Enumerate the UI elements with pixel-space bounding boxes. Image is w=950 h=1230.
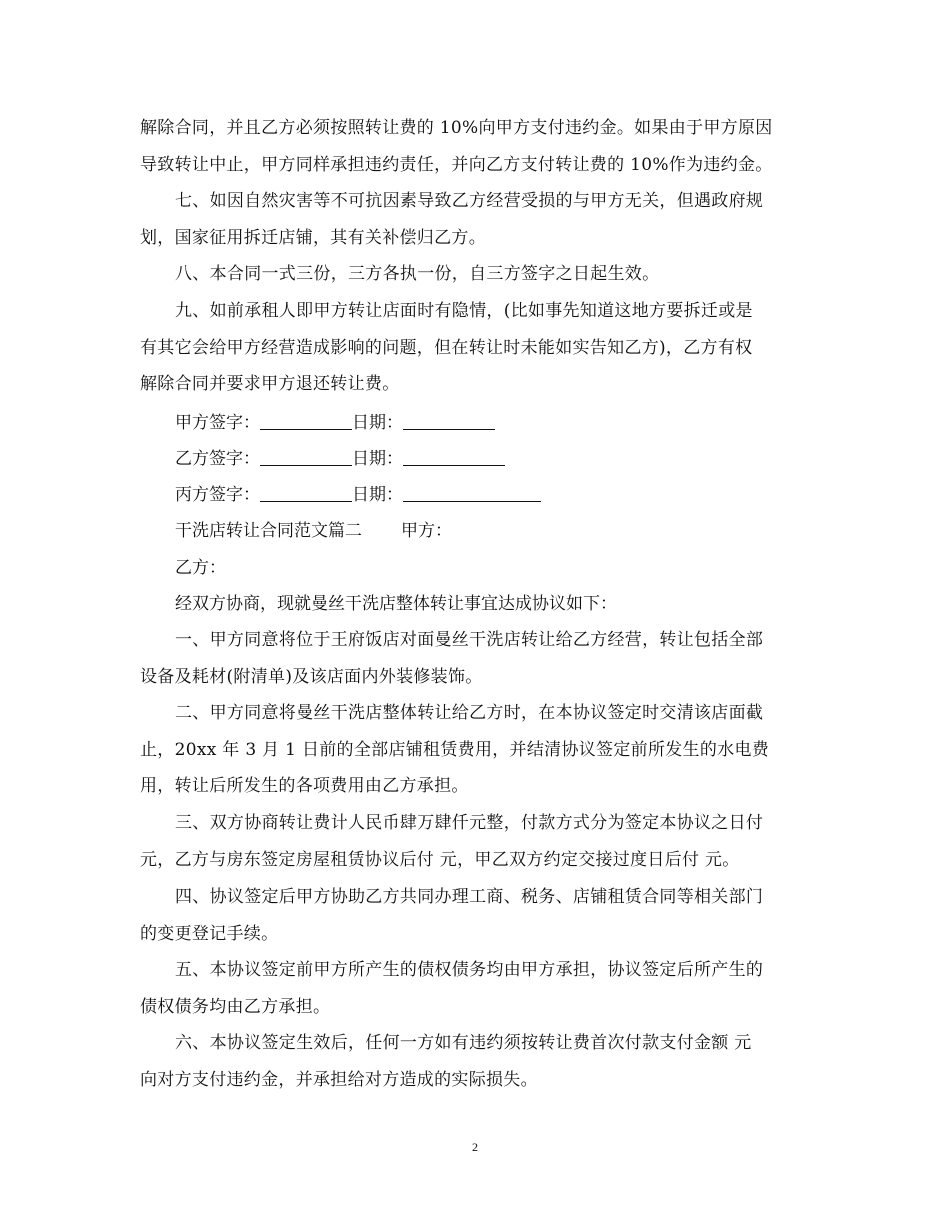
clause-4	[140, 879, 820, 952]
section-title: 干洗店转让合同范文篇二	[175, 521, 362, 541]
signature-label: 甲方签字：	[175, 413, 260, 433]
paragraph-clause-7	[140, 183, 820, 256]
signature-blank[interactable]	[260, 448, 352, 466]
text-line: 的变更登记手续。	[140, 923, 279, 944]
page-number: 2	[472, 1140, 478, 1154]
text-line: 元，乙方与房东签定房屋租赁协议后付 元，甲乙双方约定交接过度日后付 元。	[140, 849, 740, 870]
signature-row-party-b	[175, 447, 505, 471]
text-line: 止，20xx 年 3 月 1 日前的全部店铺租赁费用，并结清协议签定前所发生的水电费	[140, 739, 770, 760]
signature-label: 乙方签字：	[175, 449, 260, 469]
paragraph-clause-9	[140, 293, 820, 403]
clause-1	[140, 622, 820, 695]
signature-label: 丙方签字：	[175, 485, 260, 505]
text-line: 划，国家征用拆迁店铺，其有关补偿归乙方。	[140, 227, 486, 248]
party-b-row	[175, 556, 226, 580]
section-heading	[175, 519, 452, 543]
text-line: 九、如前承租人即甲方转让店面时有隐情，(比如事先知道这地方要拆迁或是	[175, 301, 753, 321]
text-line: 用，转让后所发生的各项费用由乙方承担。	[140, 776, 469, 796]
date-blank[interactable]	[403, 484, 541, 502]
paragraph-clause-8	[140, 256, 820, 293]
clause-6	[140, 1025, 820, 1098]
text-line: 八、本合同一式三份，三方各执一份，自三方签字之日起生效。	[175, 264, 660, 284]
text-line: 设备及耗材(附清单)及该店面内外装修装饰。	[140, 666, 483, 687]
clause-3	[140, 805, 820, 878]
text-line: 二、甲方同意将曼丝干洗店整体转让给乙方时，在本协议签定时交清该店面截	[175, 703, 764, 723]
date-blank[interactable]	[403, 448, 505, 466]
text-line: 三、双方协商转让费计人民币肆万肆仟元整，付款方式分为签定本协议之日付	[175, 813, 764, 833]
text-line: 解除合同，并且乙方必须按照转让费的 10%向甲方支付违约金。如果由于甲方原因	[140, 118, 773, 138]
agreement-intro	[175, 592, 617, 616]
paragraph-continuation	[140, 110, 820, 183]
party-a-label: 甲方：	[401, 521, 452, 541]
text-line: 导致转让中止，甲方同样承担违约责任，并向乙方支付转让费的 10%作为违约金。	[140, 154, 773, 175]
clause-5	[140, 952, 820, 1025]
text-line: 向对方支付违约金，并承担给对方造成的实际损失。	[140, 1069, 538, 1090]
text-line: 一、甲方同意将位于王府饭店对面曼丝干洗店转让给乙方经营，转让包括全部	[175, 630, 764, 650]
date-label: 日期：	[352, 413, 403, 433]
signature-row-party-c	[175, 483, 541, 507]
text-line: 债权债务均由乙方承担。	[140, 996, 331, 1017]
intro-text: 经双方协商，现就曼丝干洗店整体转让事宜达成协议如下：	[175, 594, 617, 614]
text-line: 六、本协议签定生效后，任何一方如有违约须按转让费首次付款支付金额 元	[175, 1033, 752, 1053]
date-label: 日期：	[352, 485, 403, 505]
text-line: 解除合同并要求甲方退还转让费。	[140, 374, 400, 394]
party-b-label: 乙方：	[175, 558, 226, 578]
signature-blank[interactable]	[260, 412, 352, 430]
text-line: 五、本协议签定前甲方所产生的债权债务均由甲方承担，协议签定后所产生的	[175, 960, 764, 980]
signature-blank[interactable]	[260, 484, 352, 502]
date-label: 日期：	[352, 449, 403, 469]
date-blank[interactable]	[403, 412, 495, 430]
text-line: 四、协议签定后甲方协助乙方共同办理工商、税务、店铺租赁合同等相关部门	[175, 887, 764, 907]
text-line: 七、如因自然灾害等不可抗因素导致乙方经营受损的与甲方无关，但遇政府规	[175, 191, 764, 211]
signature-row-party-a	[175, 411, 495, 435]
clause-2	[140, 695, 820, 805]
text-line: 有其它会给甲方经营造成影响的问题，但在转让时未能如实告知乙方)，乙方有权	[140, 337, 753, 358]
